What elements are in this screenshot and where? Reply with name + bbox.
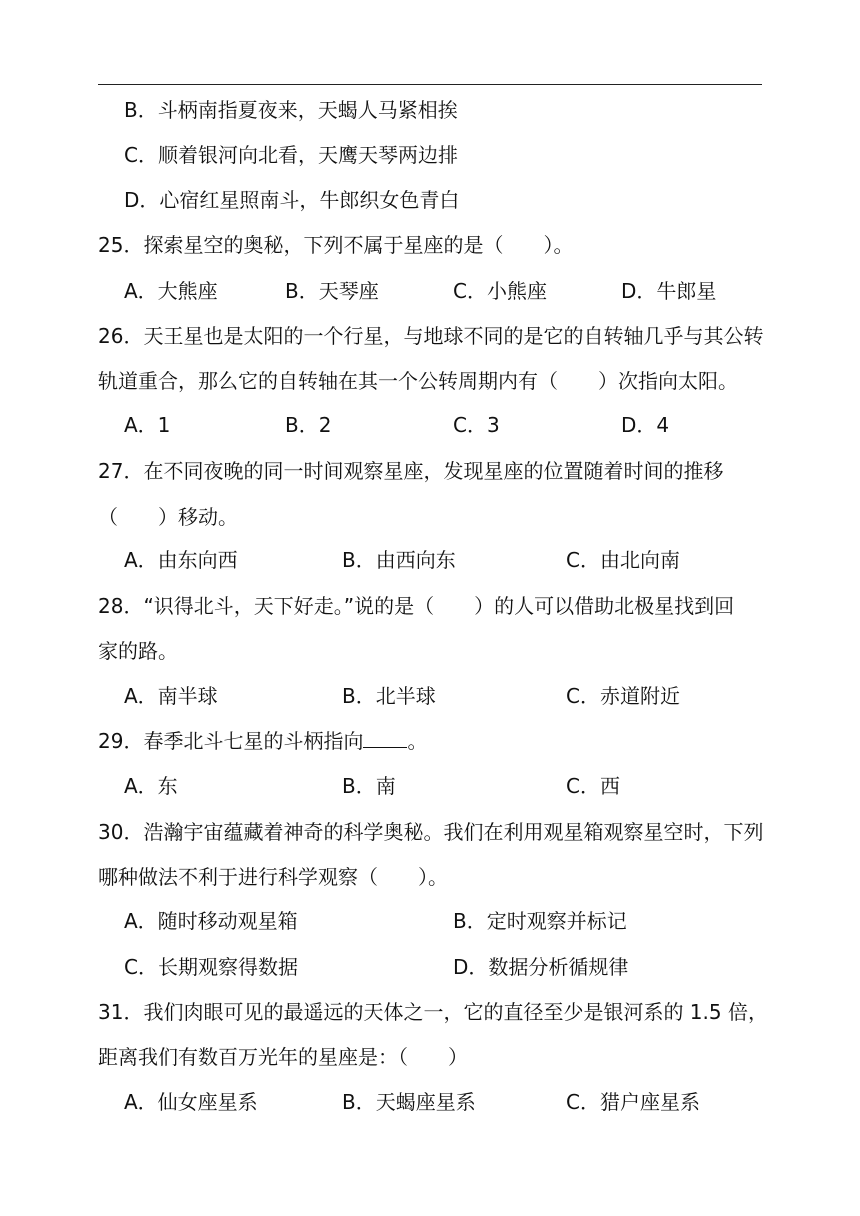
q31-option-b: B．天蝎座星系: [342, 1090, 476, 1114]
q30-stem-line2: 哪种做法不利于进行科学观察（ ）。: [98, 865, 448, 889]
q29-option-b: B．南: [342, 774, 396, 798]
q25-option-c: C．小熊座: [453, 279, 547, 303]
q29-option-c: C．西: [566, 774, 620, 798]
q28-option-c: C．赤道附近: [566, 684, 680, 708]
q27-option-c: C．由北向南: [566, 548, 680, 572]
q24-option-c: C．顺着银河向北看，天鹰天琴两边排: [124, 143, 458, 167]
answer-blank: [363, 729, 407, 748]
q27-stem-line1: 27．在不同夜晚的同一时间观察星座，发现星座的位置随着时间的推移: [98, 459, 724, 483]
q26-option-c: C．3: [453, 413, 500, 437]
q25-option-a: A．大熊座: [124, 279, 218, 303]
q27-option-a: A．由东向西: [124, 548, 238, 572]
q26-option-a: A．1: [124, 413, 171, 437]
q28-stem-line2: 家的路。: [98, 639, 178, 663]
q26-option-b: B．2: [285, 413, 332, 437]
q30-stem-line1: 30．浩瀚宇宙蕴藏着神奇的科学奥秘。我们在利用观星箱观察星空时，下列: [98, 820, 764, 844]
q25-stem: 25．探索星空的奥秘，下列不属于星座的是（ ）。: [98, 233, 574, 257]
q31-option-a: A．仙女座星系: [124, 1090, 258, 1114]
q30-option-b: B．定时观察并标记: [453, 909, 627, 933]
q26-stem-line2: 轨道重合，那么它的自转轴在其一个公转周期内有（ ）次指向太阳。: [98, 369, 738, 393]
q29-stem: [98, 729, 427, 753]
q30-option-d: D．数据分析循规律: [453, 955, 629, 979]
q28-option-b: B．北半球: [342, 684, 436, 708]
q29-stem-end: 。: [407, 729, 428, 753]
q26-stem-line1: 26．天王星也是太阳的一个行星，与地球不同的是它的自转轴几乎与其公转: [98, 324, 764, 348]
q31-option-c: C．猎户座星系: [566, 1090, 700, 1114]
q28-stem-line1: 28．“识得北斗，天下好走。”说的是（ ）的人可以借助北极星找到回: [98, 594, 735, 618]
header-rule: [98, 84, 762, 85]
q29-option-a: A．东: [124, 774, 178, 798]
q30-option-c: C．长期观察得数据: [124, 955, 298, 979]
q30-option-a: A．随时移动观星箱: [124, 909, 298, 933]
q27-stem-line2: （ ）移动。: [98, 505, 238, 529]
q24-option-d: D．心宿红星照南斗，牛郎织女色青白: [124, 188, 460, 212]
q31-stem-line1: 31．我们肉眼可见的最遥远的天体之一，它的直径至少是银河系的 1.5 倍，: [98, 1000, 768, 1024]
q31-stem-line2: 距离我们有数百万光年的星座是：（ ）: [98, 1045, 468, 1069]
q24-option-b: B．斗柄南指夏夜来，天蝎人马紧相挨: [124, 98, 458, 122]
q26-option-d: D．4: [621, 413, 670, 437]
q28-option-a: A．南半球: [124, 684, 218, 708]
q25-option-b: B．天琴座: [285, 279, 379, 303]
q27-option-b: B．由西向东: [342, 548, 456, 572]
q25-option-d: D．牛郎星: [621, 279, 717, 303]
q29-stem-text: 29．春季北斗七星的斗柄指向: [98, 729, 364, 753]
